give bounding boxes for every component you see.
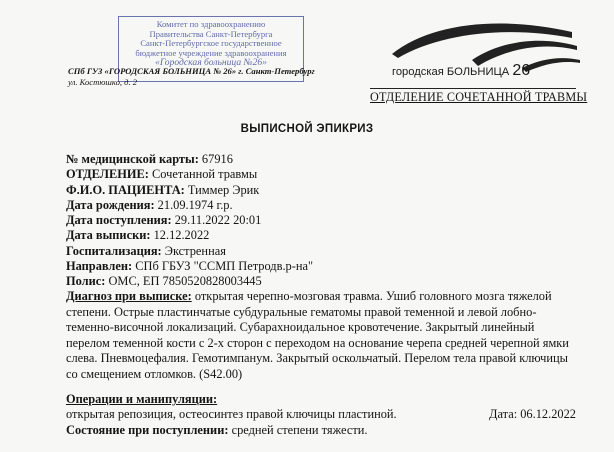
- operations-line: [66, 407, 576, 422]
- department-title: ОТДЕЛЕНИЕ СОЧЕТАННОЙ ТРАВМЫ: [370, 90, 588, 104]
- discharge-diagnosis: [66, 289, 576, 382]
- field-label: № медицинской карты:: [66, 152, 199, 166]
- field-label: Дата рождения:: [66, 197, 155, 212]
- operations-section: [66, 392, 576, 438]
- field-label: Дата выписки:: [66, 228, 151, 243]
- hospitalization-row: [66, 244, 586, 259]
- document-title: ВЫПИСНОЙ ЭПИКРИЗ: [240, 123, 374, 135]
- medical-card-row: [66, 152, 586, 167]
- stamp-line: Комитет по здравоохранению: [156, 19, 266, 29]
- department-row: [66, 167, 586, 182]
- field-label: Направлен:: [66, 259, 133, 274]
- diagnosis-label: Диагноз при выписке:: [66, 289, 192, 303]
- patient-name-row: [66, 183, 586, 198]
- operations-date: Дата: 06.12.2022: [489, 407, 576, 422]
- operations-label: Операции и манипуляции:: [66, 392, 218, 406]
- field-label: Госпитализация:: [66, 243, 162, 258]
- policy-row: [66, 274, 586, 289]
- referred-by-row: [66, 259, 586, 274]
- field-label: Полис:: [66, 274, 106, 289]
- operations-text: открытая репозиция, остеосинтез правой ключицы пластиной.: [66, 407, 397, 422]
- field-label: Дата поступления:: [66, 213, 172, 228]
- birth-date-row: [66, 198, 586, 213]
- stamp-line: бюджетное учреждение здравоохранения: [135, 47, 287, 58]
- field-label: ОТДЕЛЕНИЕ:: [66, 167, 149, 182]
- field-value: 21.09.1974 г.р.: [154, 197, 233, 212]
- hospital-name: СПб ГУЗ «ГОРОДСКАЯ БОЛЬНИЦА № 26» г. Санкт-Петербург: [68, 66, 315, 76]
- field-value: ОМС, ЕП 7850520828003445: [105, 274, 262, 289]
- field-value: 12.12.2022: [150, 228, 210, 243]
- patient-info: [66, 152, 586, 290]
- stamp-line: Правительства Санкт-Петербурга: [149, 28, 273, 39]
- field-value: СПб ГБУЗ "ССМП Петродв.р-на": [132, 259, 314, 274]
- field-label: Состояние при поступлении:: [66, 422, 229, 437]
- field-value: 29.11.2022 20:01: [171, 213, 262, 228]
- stamp-line: Санкт-Петербургское государственное: [140, 38, 282, 48]
- admission-state-row: [66, 423, 576, 438]
- field-value: 67916: [198, 152, 233, 166]
- field-label: Ф.И.О. ПАЦИЕНТА:: [66, 182, 185, 197]
- logo-number: 26: [512, 62, 531, 79]
- field-value: средней степени тяжести.: [228, 422, 368, 437]
- diagnosis-text: открытая черепно-мозговая травма. Ушиб головного мозга тяжелой степени. Острые пластинчатые субдуральные гематомы правой теменной и левой лобно-теменно-височной локализаций. Субарахноидальное кровотечение. Закрытый линейный перелом теменной кости с 2-х сторон с переходом на основание черепа средней черепной ямки слева. Пневмоцефалия. Гемотимпанум. Закрытый оскольчатый. Перелом тела правой ключицы со смещением отломков. (S42.00): [66, 289, 569, 381]
- hospital-address: [68, 66, 358, 88]
- logo-caption: городская БОЛЬНИЦА: [392, 66, 510, 78]
- field-value: Экстренная: [161, 243, 226, 258]
- logo-text: [392, 62, 530, 80]
- discharge-date-row: [66, 228, 586, 243]
- stamp-line: «Городская больница №26»: [155, 57, 267, 68]
- admission-date-row: [66, 213, 586, 228]
- field-value: Сочетанной травмы: [148, 167, 258, 182]
- field-value: Тиммер Эрик: [184, 182, 260, 197]
- hospital-street: ул. Костюшко, д. 2: [68, 77, 138, 87]
